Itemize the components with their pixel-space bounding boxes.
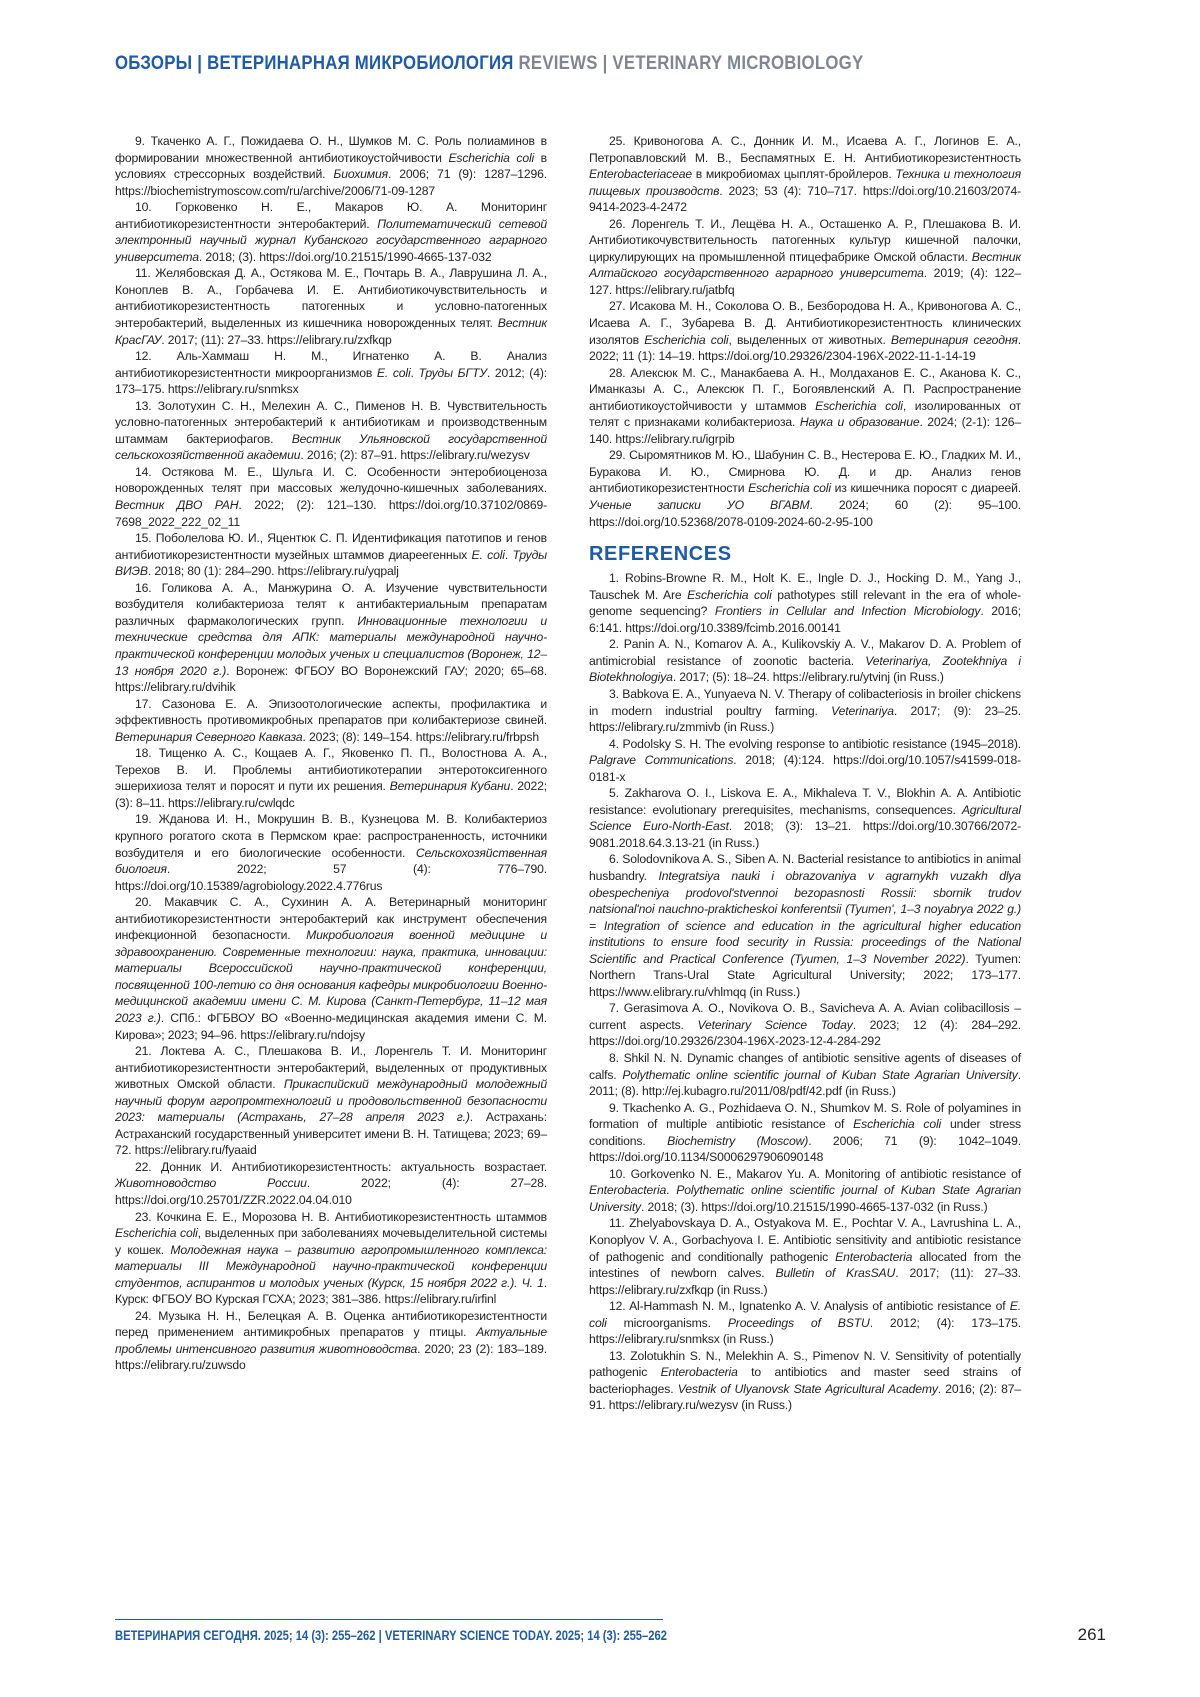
reference-text: . Курск: ФГБОУ ВО Курская ГСХА; 2023; 381–386. https://elibrary.ru/irfinl [115, 1276, 547, 1307]
right-column [589, 133, 1021, 1414]
reference-text: . 2022; (3): 8–11. https://elibrary.ru/cwlqdc [115, 779, 547, 810]
reference-text: 13. Zolotukhin S. N., Melekhin A. S., Pimenov N. V. Sensitivity of potentially pathogenic [589, 1349, 1021, 1380]
reference-italic: Escherichia coli [644, 333, 728, 347]
reference-text: 28. Алексюк М. С., Манакбаева А. Н., Молдаханов Е. С., Аканова К. С., Иманказы А. С., Алексюк П. Г., Богоявленский А. П. Распространение антибиотикоустойчивости у штаммов [589, 366, 1021, 413]
reference-text: . 2018; (3). https://doi.org/10.21515/1990-4665-137-032 [199, 250, 492, 264]
reference-text: allocated from the intestines of newborn calves. [589, 1250, 1021, 1281]
reference-item [115, 580, 547, 696]
reference-text: 6. Solodovnikova A. S., Siben A. N. Bacterial resistance to antibiotics in animal husbandry. [589, 852, 1021, 883]
reference-item [115, 530, 547, 580]
running-header [115, 52, 863, 75]
reference-italic: Escherichia coli [115, 1226, 198, 1240]
reference-item [589, 851, 1021, 1000]
reference-text: 29. Сыромятников М. Ю., Шабунин С. В., Нестерова Е. Ю., Гладких М. И., Буракова И. Ю., Смирнова Ю. Д. и др. Анализ генов антибиотикорезистентности [589, 448, 1021, 495]
reference-text: 18. Тищенко А. С., Кощаев А. Г., Яковенко П. П., Волостнова А. А., Терехов В. И. Проблемы антибиотикотерапии энтеротоксигенного эшерихиоза телят и поросят и пути их решения. [115, 746, 547, 793]
reference-item [115, 398, 547, 464]
reference-text: . 2020; 23 (2): 183–189. https://elibrary.ru/zuwsdo [115, 1342, 547, 1373]
reference-italic: Ученые записки УО ВГАВМ [589, 498, 810, 512]
reference-item [589, 1348, 1021, 1414]
header-en: REVIEWS | VETERINARY MICROBIOLOGY [514, 52, 864, 74]
reference-item [589, 1000, 1021, 1050]
reference-text: 10. Gorkovenko N. E., Makarov Yu. A. Monitoring of antibiotic resistance of [609, 1167, 1021, 1181]
reference-text: . 2022; (2): 121–130. https://doi.org/10.37102/0869-7698_2022_222_02_11 [115, 498, 547, 529]
reference-text: из кишечника поросят с диареей. [831, 481, 1021, 495]
reference-text: , выделенных при заболеваниях мочевыделительной системы у кошек. [115, 1226, 547, 1257]
en-references [589, 570, 1021, 1414]
reference-italic: Труды БГТУ [419, 366, 487, 380]
reference-text: . 2017; (11): 27–33. https://elibrary.ru/zxfkqp [161, 333, 391, 347]
reference-italic: Veterinary Science Today [697, 1018, 852, 1032]
reference-text: . 2019; (4): 122–127. https://elibrary.ru/jatbfq [589, 266, 1021, 297]
reference-item [589, 1166, 1021, 1216]
reference-italic: Palgrave Communications [589, 753, 733, 767]
reference-text: . 2024; (2-1): 126–140. https://elibrary.ru/igrpib [589, 415, 1021, 446]
reference-item [589, 365, 1021, 448]
reference-item [115, 464, 547, 530]
reference-item [589, 447, 1021, 530]
reference-text: . 2024; 60 (2): 95–100. https://doi.org/10.52368/2078-0109-2024-60-2-95-100 [589, 498, 1021, 529]
reference-text: . 2018; (3): 13–21. https://doi.org/10.30766/2072-9081.2018.64.3.13-21 (in Russ.) [589, 819, 1021, 850]
reference-italic: Enterobacteria [589, 1183, 666, 1197]
reference-item [115, 1043, 547, 1159]
reference-italic: Молодежная наука – развитию агропромышленного комплекса: материалы III Международной научно-практической конференции студентов, аспирантов и молодых ученых (Курск, 15 ноября 2022 г.). Ч. 1 [115, 1243, 547, 1290]
reference-text: . [505, 548, 513, 562]
reference-italic: Микробиология военной медицине и здравоохранению. Современные технологии: наука, практика, инновации: материалы Всероссийской научно-практической конференции, посвященной 100-летию со дня основания кафедры микробиологии Военно-медицинской академии имени С. М. Кирова (Санкт-Петербург, 11–12 мая 2023 г.) [115, 928, 547, 1025]
reference-text: . 2006; 71 (9): 1042–1049. https://doi.org/10.1134/S0006297906090148 [589, 1134, 1021, 1165]
reference-italic: Enterobacteria [661, 1365, 738, 1379]
reference-text: 1. Robins-Browne R. M., Holt K. E., Ingle D. J., Hocking D. M., Yang J., Tauschek M. Are [589, 571, 1021, 602]
reference-text: 9. Tkachenko A. G., Pozhidaeva O. N., Shumkov M. S. Role of polyamines in formation of multiple antibiotic resistance of [589, 1101, 1021, 1132]
reference-text: under stress conditions. [589, 1117, 1021, 1148]
reference-italic: Политематический сетевой электронный научный журнал Кубанского государственного аграрного университета [115, 217, 547, 264]
reference-italic: Ветеринария Северного Кавказа [115, 730, 303, 744]
reference-text: 20. Макавчик С. А., Сухинин А. А. Ветеринарный мониторинг антибиотикорезистентности энтеробактерий как инструмент обеспечения инфекционной безопасности. [115, 895, 547, 942]
reference-text: 26. Лоренгель Т. И., Лещёва Н. А., Осташенко А. Р., Плешакова В. И. Антибиотикочувствительность патогенных культур кишечной палочки, циркулирующих на промышленной птицефабрике Омской области. [589, 217, 1021, 264]
reference-text: 15. Поболелова Ю. И., Яцентюк С. П. Идентификация патотипов и генов антибиотикорезистентности музейных штаммов диареегенных [115, 531, 547, 562]
reference-item [589, 785, 1021, 851]
reference-text: 11. Zhelyabovskaya D. A., Ostyakova M. E., Pochtar V. A., Lavrushina L. A., Konoplyov V. A., Gorbachyova I. E. Antibiotic sensitivity and antibiotic resistance of pathogenic and conditionally pathogenic [589, 1216, 1021, 1263]
reference-italic: Vestnik of Ulyanovsk State Agricultural Academy [678, 1382, 938, 1396]
footer-journal: ВЕТЕРИНАРИЯ СЕГОДНЯ. 2025; 14 (3): 255–262 | VETERINARY SCIENCE TODAY. 2025; 14 (3): 255–262 [115, 1628, 667, 1643]
reference-italic: Proceedings of BSTU [728, 1316, 870, 1330]
reference-text: to antibiotics and master seed strains of bacteriophages. [589, 1365, 1021, 1396]
reference-text: 17. Сазонова Е. А. Эпизоотологические аспекты, профилактика и эффективность противомикробных препаратов при колибактериозе свиней. [115, 697, 547, 728]
reference-text: . 2012; (4): 173–175. https://elibrary.ru/snmksx (in Russ.) [589, 1316, 1021, 1347]
reference-italic: Polythematic online scientific journal of Kuban State Agrarian University [622, 1068, 1017, 1082]
reference-item [589, 216, 1021, 299]
reference-item [115, 811, 547, 894]
footer-rule [115, 1619, 663, 1620]
reference-item [115, 696, 547, 746]
reference-item [115, 265, 547, 348]
reference-italic: Escherichia coli [687, 588, 772, 602]
reference-text: pathotypes still relevant in the era of whole-genome sequencing? [589, 588, 1021, 619]
reference-item [115, 894, 547, 1043]
reference-italic: Agricultural Science Euro-North-East [589, 803, 1021, 834]
reference-italic: Veterinariya, Zootekhniya i Biotekhnologiya [589, 654, 1021, 685]
reference-text: . 2017; (11): 27–33. https://elibrary.ru/zxfkqp (in Russ.) [589, 1266, 1021, 1297]
reference-text: . 2023; 53 (4): 710–717. https://doi.org/10.21603/2074-9414-2023-4-2472 [589, 184, 1021, 215]
reference-text: в микробиомах цыплят-бройлеров. [692, 167, 895, 181]
reference-item [589, 570, 1021, 636]
reference-item [589, 133, 1021, 216]
reference-text: . 2016; (2): 87–91. https://elibrary.ru/wezysv [300, 448, 529, 462]
reference-text: . [666, 1183, 676, 1197]
reference-item [589, 1215, 1021, 1298]
reference-item [115, 348, 547, 398]
reference-text: 22. Донник И. Антибиотикорезистентность: актуальность возрастает. [135, 1160, 547, 1174]
reference-text: 2. Panin A. N., Komarov A. A., Kulikovskiy A. V., Makarov D. A. Problem of antimicrobial resistance of zoonotic bacteria. [589, 637, 1021, 668]
reference-text: . 2022; (4): 27–28. https://doi.org/10.25701/ZZR.2022.04.04.010 [115, 1176, 547, 1207]
reference-italic: Труды ВИЭВ [115, 548, 547, 579]
reference-text: 8. Shkil N. N. Dynamic changes of antibiotic sensitive agents of diseases of calfs. [589, 1051, 1021, 1082]
reference-text: . 2016; 6:141. https://doi.org/10.3389/fcimb.2016.00141 [589, 604, 1021, 635]
reference-item [115, 745, 547, 811]
reference-italic: Сельскохозяйственная биология [115, 846, 547, 877]
reference-item [589, 686, 1021, 736]
reference-italic: Наука и образование [800, 415, 920, 429]
reference-italic: Вестник Алтайского государственного аграрного университета [589, 250, 1021, 281]
reference-item [589, 1298, 1021, 1348]
reference-italic: E. coli [377, 366, 411, 380]
reference-italic: Ветеринария сегодня [891, 333, 1018, 347]
reference-text: . [411, 366, 419, 380]
reference-text: 19. Жданова И. Н., Мокрушин В. В., Кузнецова М. В. Колибактериоз крупного рогатого скота в Пермском крае: распространенность, источники возбудителя и его биологические особенности. [115, 812, 547, 859]
reference-item [589, 1100, 1021, 1166]
reference-italic: Вестник Ульяновской государственной сельскохозяйственной академии [115, 432, 547, 463]
reference-text: . 2023; 12 (4): 284–292. https://doi.org/10.29326/2304-196X-2023-12-4-284-292 [589, 1018, 1021, 1049]
reference-text: . 2016; (2): 87–91. https://elibrary.ru/wezysv (in Russ.) [589, 1382, 1021, 1413]
reference-text: 12. Аль-Хаммаш Н. М., Игнатенко А. В. Анализ антибиотикорезистентности микроорганизмов [115, 349, 547, 380]
reference-item [115, 133, 547, 199]
reference-italic: Биохимия [333, 167, 388, 181]
reference-italic: Bulletin of KrasSAU [775, 1266, 895, 1280]
reference-italic: Техника и технология пищевых производств [589, 167, 1021, 198]
reference-text: 5. Zakharova O. I., Liskova E. A., Mikhaleva T. V., Blokhin A. A. Antibiotic resistance: evolutionary prerequisites, mechanisms, consequences. [589, 786, 1021, 817]
reference-italic: Enterobacteriaceae [589, 167, 692, 181]
reference-italic: Прикаспийский международный молодежный научный форум агропромтехнологий и продовольственной безопасности 2023: материалы (Астрахань, 27–28 апреля 2023 г.) [115, 1077, 547, 1124]
reference-text: 13. Золотухин С. Н., Мелехин А. С., Пименов Н. В. Чувствительность условно-патогенных энтеробактерий к антибиотикам и производственным штаммам бактериофагов. [115, 399, 547, 446]
reference-italic: E. coli [589, 1299, 1021, 1330]
reference-text: 27. Исакова М. Н., Соколова О. В., Безбородова Н. А., Кривоногова А. С., Исаева А. Г., Зубарева В. Д. Антибиотикорезистентность клинических изолятов [589, 299, 1021, 346]
reference-italic: Ветеринария Кубани [390, 779, 511, 793]
reference-text: . 2006; 71 (9): 1287–1296. https://biochemistrymoscow.com/ru/archive/2006/71-09-1287 [115, 167, 547, 198]
reference-item [589, 1050, 1021, 1100]
reference-text: 10. Горковенко Н. Е., Макаров Ю. А. Мониторинг антибиотикорезистентности энтеробактерий. [115, 200, 547, 231]
reference-text: 3. Babkova E. A., Yunyaeva N. V. Therapy of colibacteriosis in broiler chickens in modern industrial poultry farming. [589, 687, 1021, 718]
reference-text: . 2018; 80 (1): 284–290. https://elibrary.ru/yqpalj [148, 564, 399, 578]
reference-text: 24. Музыка Н. Н., Белецкая А. В. Оценка антибиотикорезистентности перед применением антимикробных препаратов у птицы. [115, 1309, 547, 1340]
reference-italic: Escherichia coli [853, 1117, 941, 1131]
reference-text: , изолированных от телят с признаками колибактериоза. [589, 399, 1021, 430]
reference-text: . 2017; (9): 23–25. https://elibrary.ru/zmmivb (in Russ.) [589, 704, 1021, 735]
reference-text: 25. Кривоногова А. С., Донник И. М., Исаева А. Г., Логинов Е. А., Петропавловский М. В., Беспамятных Е. Н. Антибиотикорезистентность [589, 134, 1021, 165]
reference-item [115, 1308, 547, 1374]
reference-text: . Астрахань: Астраханский государственный университет имени В. Н. Татищева; 2023; 69–72. https://elibrary.ru/fyaaid [115, 1110, 547, 1157]
reference-italic: Животноводство России [115, 1176, 307, 1190]
reference-text: 7. Gerasimova A. O., Novikova O. B., Savicheva A. A. Avian colibacillosis – current aspects. [589, 1001, 1021, 1032]
reference-italic: Актуальные проблемы интенсивного развития животноводства [115, 1325, 547, 1356]
reference-italic: Вестник КрасГАУ [115, 316, 547, 347]
reference-text: . 2018; (3). https://doi.org/10.21515/1990-4665-137-032 (in Russ.) [641, 1200, 987, 1214]
reference-item [115, 1159, 547, 1209]
reference-text: , выделенных от животных. [729, 333, 891, 347]
reference-text: . 2018; (4):124. https://doi.org/10.1057/s41599-018-0181-x [589, 753, 1021, 784]
reference-text: . 2022; 57 (4): 776–790. https://doi.org/10.15389/agrobiology.2022.4.776rus [115, 862, 547, 893]
reference-text: в условиях стрессорных воздействий. [115, 151, 547, 182]
reference-text: 21. Локтева А. С., Плешакова В. И., Лоренгель Т. И. Мониторинг антибиотикорезистентности энтеробактерий, выделенных от продуктивных животных Омской области. [115, 1044, 547, 1091]
reference-item [589, 636, 1021, 686]
reference-text: . 2017; (5): 18–24. https://elibrary.ru/ytvinj (in Russ.) [673, 670, 944, 684]
reference-text: 16. Голикова А. А., Манжурина О. А. Изучение чувствительности возбудителя колибактериоза телят к антибактериальным препаратам различных фармакологических групп. [115, 581, 547, 628]
reference-text: 9. Ткаченко А. Г., Пожидаева О. Н., Шумков М. С. Роль полиаминов в формировании множественной антибиотикоустойчивости [115, 134, 547, 165]
reference-text: 12. Al-Hammash N. M., Ignatenko A. V. Analysis of antibiotic resistance of [609, 1299, 1010, 1313]
reference-italic: Frontiers in Cellular and Infection Microbiology [715, 604, 980, 618]
ru-references-continued [589, 133, 1021, 530]
reference-text: microorganisms. [607, 1316, 728, 1330]
page-number: 261 [1078, 1625, 1106, 1645]
reference-text: . 2023; (8): 149–154. https://elibrary.ru/frbpsh [303, 730, 539, 744]
reference-italic: Biochemistry (Moscow) [667, 1134, 808, 1148]
reference-item [589, 736, 1021, 786]
reference-italic: Escherichia coli [815, 399, 903, 413]
reference-italic: Инновационные технологии и технические средства для АПК: материалы международной научно-практической конференции молодых ученых и специалистов (Воронеж, 12–13 ноября 2020 г.) [115, 614, 547, 678]
reference-italic: Integratsiya nauki i obrazovaniya v agrarnykh vuzakh dlya obespecheniya prodovol'stvennoi bezopasnosti Rossii: sbornik trudov natsional'noi nauchno-prakticheskoi konferentsii (Tyumen', 1–3 noyabrya 2022 g.) = Integration of science and education in the agricultural higher education institutions to ensure food security in Russia: proceedings of the National Scientific and Practical Conference (Tyumen, 1–3 November 2022) [589, 869, 1021, 966]
reference-text: 4. Podolsky S. H. The evolving response to antibiotic resistance (1945–2018). [609, 737, 1021, 751]
reference-italic: Polythematic online scientific journal of Kuban State Agrarian University [589, 1183, 1021, 1214]
reference-text: . СПб.: ФГБВОУ ВО «Военно-медицинская академия имени С. М. Кирова»; 2023; 94–96. https://elibrary.ru/ndojsy [115, 1011, 547, 1042]
references-heading: REFERENCES [589, 542, 1021, 566]
reference-text: . 2012; (4): 173–175. https://elibrary.ru/snmksx [115, 366, 547, 397]
reference-text: 14. Остякова М. Е., Шульга И. С. Особенности энтеробиоценоза новорожденных телят при массовых желудочно-кишечных заболеваниях. [115, 465, 547, 496]
reference-italic: E. coli [472, 548, 505, 562]
reference-italic: Вестник ДВО РАН [115, 498, 238, 512]
reference-text: 23. Кочкина Е. Е., Морозова Н. В. Антибиотикорезистентность штаммов [135, 1210, 547, 1224]
reference-item [115, 1209, 547, 1308]
reference-item [115, 199, 547, 265]
reference-italic: Enterobacteria [835, 1250, 912, 1264]
reference-text: . 2022; 11 (1): 14–19. https://doi.org/10.29326/2304-196X-2022-11-1-14-19 [589, 333, 1021, 364]
reference-italic: Escherichia coli [748, 481, 831, 495]
reference-text: . 2011; (8). http://ej.kubagro.ru/2011/08/pdf/42.pdf (in Russ.) [589, 1068, 1021, 1099]
reference-item [589, 298, 1021, 364]
reference-text: . Tyumen: Northern Trans-Ural State Agricultural University; 2022; 173–177. https://www.elibrary.ru/vhlmqq (in Russ.) [589, 952, 1021, 999]
left-column [115, 133, 547, 1374]
reference-text: 11. Желябовская Д. А., Остякова М. Е., Почтарь В. А., Лаврушина Л. А., Коноплев В. А., Горбачева И. Е. Антибиотикочувствительность и антибиотикорезистентность патогенных и условно-патогенных энтеробактерий, выделенных из кишечника новорожденных телят. [115, 266, 547, 330]
reference-italic: Veterinariya [831, 704, 894, 718]
header-ru: ОБЗОРЫ | ВЕТЕРИНАРНАЯ МИКРОБИОЛОГИЯ [115, 52, 514, 74]
reference-text: . Воронеж: ФГБОУ ВО Воронежский ГАУ; 2020; 65–68. https://elibrary.ru/dvihik [115, 664, 547, 695]
reference-italic: Escherichia coli [448, 151, 534, 165]
